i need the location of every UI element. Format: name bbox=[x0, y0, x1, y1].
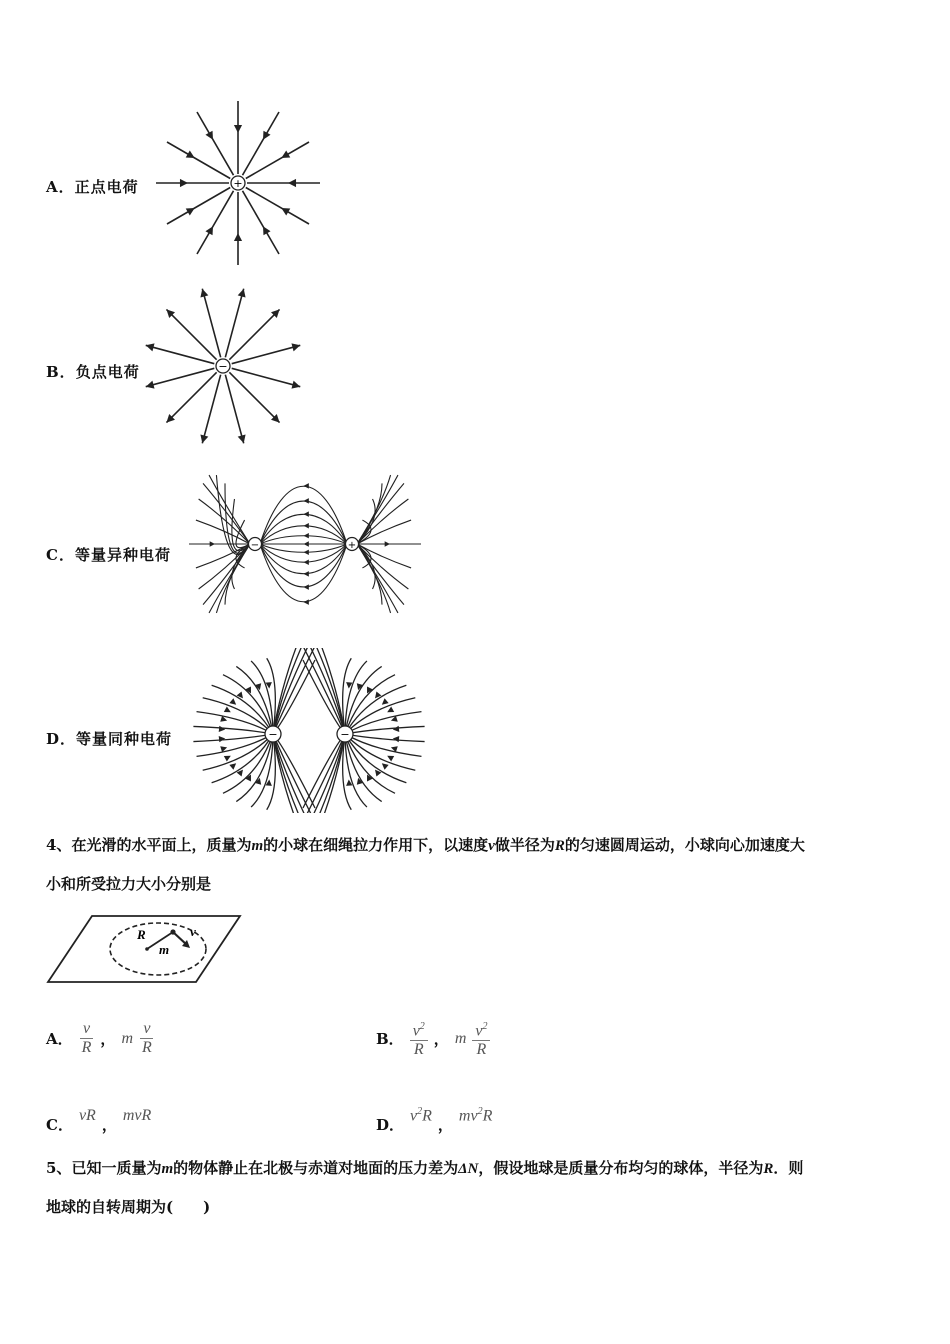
label-R: R bbox=[137, 927, 146, 942]
exponent: 2 bbox=[477, 1105, 483, 1117]
field-line bbox=[243, 191, 280, 254]
field-arrow bbox=[219, 736, 226, 742]
label-m: m bbox=[159, 942, 170, 957]
like-charges-field-figure bbox=[188, 648, 428, 813]
field-arrow bbox=[304, 483, 309, 488]
field-arrow bbox=[393, 726, 400, 732]
option-text: 等量异种电荷 bbox=[74, 546, 171, 564]
denominator: R bbox=[81, 1039, 92, 1056]
field-line bbox=[203, 483, 250, 544]
separator: ， bbox=[101, 1116, 117, 1134]
field-arrow bbox=[382, 763, 389, 769]
base: v bbox=[410, 1107, 418, 1124]
question-text: 做半径为 bbox=[494, 836, 555, 854]
field-line bbox=[273, 734, 315, 813]
denominator: R bbox=[142, 1039, 152, 1056]
negative-charge-field-figure bbox=[140, 282, 310, 452]
field-line bbox=[357, 483, 404, 544]
field-line bbox=[303, 734, 345, 808]
factor: R bbox=[482, 1107, 493, 1124]
expression bbox=[410, 1106, 432, 1125]
option-letter: A． bbox=[46, 1030, 73, 1048]
expression: vR bbox=[78, 1107, 96, 1124]
field-line bbox=[303, 660, 345, 734]
option-c bbox=[46, 544, 171, 565]
question-text: ．则 bbox=[773, 1159, 804, 1177]
field-line bbox=[303, 734, 345, 813]
field-line bbox=[225, 483, 250, 553]
positive-sign: + bbox=[233, 177, 243, 190]
var-v: v bbox=[488, 838, 495, 854]
field-line bbox=[246, 188, 309, 225]
field-arrow bbox=[304, 560, 309, 565]
question-text: 地球的自转周期为( ) bbox=[46, 1198, 211, 1216]
field-line bbox=[303, 734, 345, 813]
field-arrow bbox=[146, 343, 155, 351]
field-line bbox=[260, 526, 347, 544]
field-arrow bbox=[304, 584, 309, 589]
option-text: 负点电荷 bbox=[75, 363, 140, 381]
question-text: 在光滑的水平面上，质量为 bbox=[71, 836, 252, 854]
field-arrow bbox=[382, 698, 389, 704]
field-arrow bbox=[291, 343, 300, 351]
field-arrow bbox=[304, 533, 309, 538]
field-arrow bbox=[304, 541, 309, 546]
var-R: R bbox=[763, 1161, 774, 1177]
field-arrow bbox=[238, 434, 246, 443]
base: v bbox=[475, 1022, 483, 1040]
var-m: m bbox=[251, 838, 264, 854]
exponent: 2 bbox=[482, 1021, 488, 1032]
field-arrow bbox=[229, 763, 236, 769]
question-text: 的匀速圆周运动，小球向心加速度大 bbox=[564, 836, 805, 854]
field-line bbox=[357, 544, 404, 605]
positive-charge-field-figure bbox=[150, 95, 330, 270]
field-line bbox=[357, 475, 391, 544]
numerator: v bbox=[80, 1020, 93, 1039]
positive-sign: + bbox=[347, 540, 357, 551]
separator: ， bbox=[100, 1030, 116, 1048]
negative-sign: − bbox=[250, 540, 260, 551]
question-number: 5、 bbox=[46, 1159, 72, 1177]
exponent: 2 bbox=[419, 1021, 425, 1032]
numerator bbox=[472, 1018, 490, 1041]
field-line bbox=[345, 734, 421, 756]
question-text: 的物体静止在北极与赤道对地面的压力差为 bbox=[173, 1159, 459, 1177]
field-line bbox=[260, 544, 347, 562]
field-line bbox=[345, 712, 421, 734]
field-line bbox=[167, 142, 230, 179]
field-line bbox=[303, 734, 345, 813]
negative-sign: − bbox=[218, 360, 228, 373]
field-arrow bbox=[304, 498, 309, 503]
separator: ， bbox=[433, 1030, 449, 1049]
field-line bbox=[246, 142, 309, 179]
field-arrow bbox=[180, 179, 188, 187]
numerator: v bbox=[140, 1020, 153, 1039]
field-line bbox=[357, 544, 391, 613]
opposite-charges-field-figure bbox=[185, 472, 425, 617]
field-arrow bbox=[146, 381, 155, 389]
negative-sign: − bbox=[268, 728, 278, 741]
field-line bbox=[273, 648, 315, 734]
numerator bbox=[410, 1018, 428, 1041]
circular-motion-figure bbox=[46, 912, 246, 987]
field-arrow bbox=[291, 381, 300, 389]
field-arrow bbox=[224, 756, 231, 762]
base: mv bbox=[458, 1107, 478, 1124]
option-letter: B． bbox=[46, 363, 76, 381]
var-R: R bbox=[554, 838, 565, 854]
field-arrow bbox=[200, 434, 208, 443]
field-line bbox=[303, 648, 345, 734]
field-line bbox=[273, 734, 315, 813]
factor: R bbox=[422, 1107, 432, 1124]
option-d bbox=[46, 728, 172, 749]
field-arrow bbox=[385, 541, 390, 546]
question-5 bbox=[46, 1149, 916, 1226]
field-line bbox=[303, 734, 345, 813]
expression: mvR bbox=[122, 1107, 152, 1124]
fraction bbox=[79, 1020, 95, 1057]
option-letter: D． bbox=[376, 1116, 405, 1134]
option-letter: B． bbox=[376, 1030, 404, 1049]
fraction bbox=[410, 1018, 428, 1059]
question-text: ，假设地球是质量分布均匀的球体，半径为 bbox=[478, 1159, 764, 1177]
field-arrow bbox=[234, 125, 242, 133]
fraction bbox=[472, 1018, 490, 1059]
var-delta-n: ΔN bbox=[458, 1161, 479, 1177]
field-line bbox=[197, 734, 273, 756]
coefficient: m bbox=[454, 1029, 467, 1047]
field-line bbox=[260, 501, 347, 544]
exponent: 2 bbox=[417, 1105, 423, 1117]
field-arrow bbox=[219, 726, 226, 732]
field-arrow bbox=[210, 541, 215, 546]
expression bbox=[459, 1106, 492, 1125]
field-arrow bbox=[288, 179, 296, 187]
field-arrow bbox=[200, 289, 208, 298]
var-m: m bbox=[161, 1161, 174, 1177]
field-line bbox=[197, 191, 234, 254]
field-arrow bbox=[387, 706, 394, 712]
field-arrow bbox=[238, 289, 246, 298]
field-arrow bbox=[224, 706, 231, 712]
option-letter: D． bbox=[46, 730, 77, 748]
base: v bbox=[412, 1022, 420, 1040]
option-letter: C． bbox=[46, 1116, 73, 1134]
field-arrow bbox=[393, 736, 400, 742]
negative-sign: − bbox=[340, 728, 350, 741]
option-text: 等量同种电荷 bbox=[76, 730, 173, 748]
separator: ， bbox=[437, 1116, 453, 1134]
option-letter: C． bbox=[46, 546, 75, 564]
field-line bbox=[167, 188, 230, 225]
q4-option-b bbox=[376, 1018, 490, 1059]
field-line bbox=[216, 544, 250, 613]
q4-option-c bbox=[46, 1100, 151, 1135]
option-a bbox=[46, 176, 139, 197]
field-line bbox=[273, 734, 315, 813]
field-arrow bbox=[387, 756, 394, 762]
field-line bbox=[260, 544, 347, 552]
field-line bbox=[273, 734, 315, 813]
field-line bbox=[197, 112, 234, 175]
q4-option-d bbox=[376, 1100, 492, 1135]
field-arrow bbox=[304, 523, 309, 528]
field-line bbox=[199, 499, 250, 544]
question-text: 小和所受拉力大小分别是 bbox=[46, 875, 212, 893]
q4-option-a bbox=[46, 1020, 155, 1057]
field-line bbox=[197, 712, 273, 734]
denominator: R bbox=[413, 1041, 424, 1059]
field-arrow bbox=[234, 233, 242, 241]
question-4 bbox=[46, 826, 916, 903]
field-line bbox=[243, 112, 280, 175]
field-arrow bbox=[304, 550, 309, 555]
field-line bbox=[260, 536, 347, 544]
option-text: 正点电荷 bbox=[74, 178, 139, 196]
fraction bbox=[139, 1020, 155, 1057]
label-v: v bbox=[190, 924, 196, 939]
field-arrow bbox=[304, 599, 309, 604]
field-line bbox=[260, 544, 347, 587]
question-text: 已知一质量为 bbox=[71, 1159, 162, 1177]
option-b bbox=[46, 361, 140, 382]
coefficient: m bbox=[121, 1029, 133, 1047]
field-arrow bbox=[304, 571, 309, 576]
question-number: 4、 bbox=[46, 836, 72, 854]
field-arrow bbox=[229, 698, 236, 704]
option-letter: A． bbox=[46, 178, 75, 196]
question-text: 的小球在细绳拉力作用下，以速度 bbox=[263, 836, 489, 854]
field-arrow bbox=[304, 511, 309, 516]
denominator: R bbox=[476, 1041, 487, 1059]
